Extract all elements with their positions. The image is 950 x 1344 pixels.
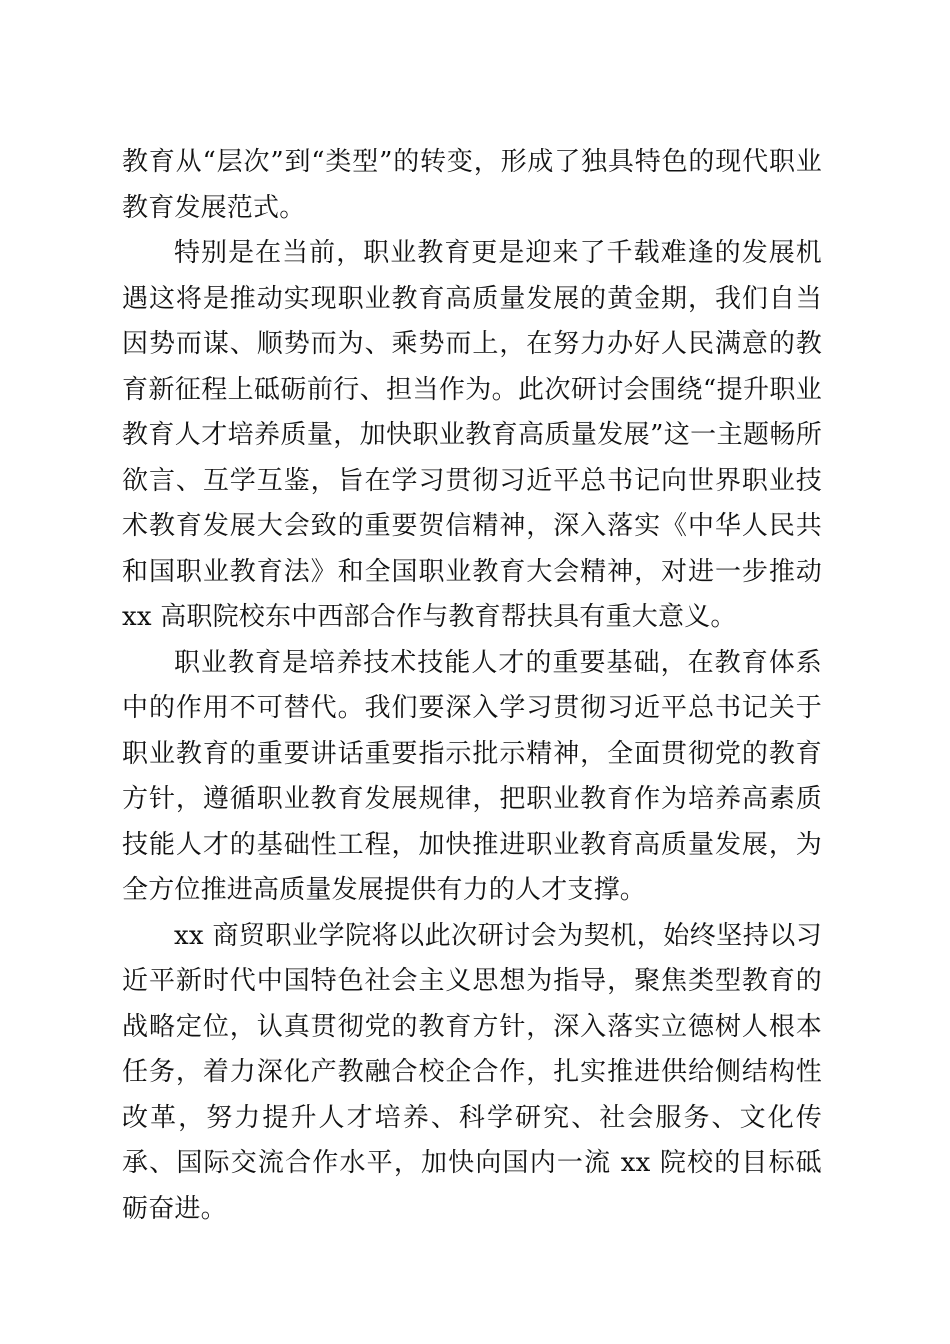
paragraph-college-commitment: xx 商贸职业学院将以此次研讨会为契机，始终坚持以习近平新时代中国特色社会主义思想为指导，聚焦类型教育的战略定位，认真贯彻党的教育方针，深入落实立德树人根本任务，着力深化产教融合校企合作，扎实推进供给侧结构性改革，努力提升人才培养、科学研究、社会服务、文化传承、国际交流合作水平，加快向国内一流 xx 院校的目标砥砺奋进。: [122, 920, 822, 1224]
paragraph-development-opportunity: 特别是在当前，职业教育更是迎来了千载难逢的发展机遇这将是推动实现职业教育高质量发展的黄金期，我们自当因势而谋、顺势而为、乘势而上，在努力办好人民满意的教育新征程上砥砺前行、担当作为。此次研讨会围绕“提升职业教育人才培养质量，加快职业教育高质量发展”这一主题畅所欲言、互学互鉴，旨在学习贯彻习近平总书记向世界职业技术教育发展大会致的重要贺信精神，深入落实《中华人民共和国职业教育法》和全国职业教育大会精神，对进一步推动 xx 高职院校东中西部合作与教育帮扶具有重大意义。: [122, 238, 822, 632]
paragraph-continuation: 教育从“层次”到“类型”的转变，形成了独具特色的现代职业教育发展范式。: [122, 147, 822, 223]
paragraph-vocational-education-foundation: 职业教育是培养技术技能人才的重要基础，在教育体系中的作用不可替代。我们要深入学习贯彻习近平总书记关于职业教育的重要讲话重要指示批示精神，全面贯彻党的教育方针，遵循职业教育发展规律，把职业教育作为培养高素质技能人才的基础性工程，加快推进职业教育高质量发展，为全方位推进高质量发展提供有力的人才支撑。: [122, 647, 822, 905]
document-body: [122, 140, 822, 1232]
